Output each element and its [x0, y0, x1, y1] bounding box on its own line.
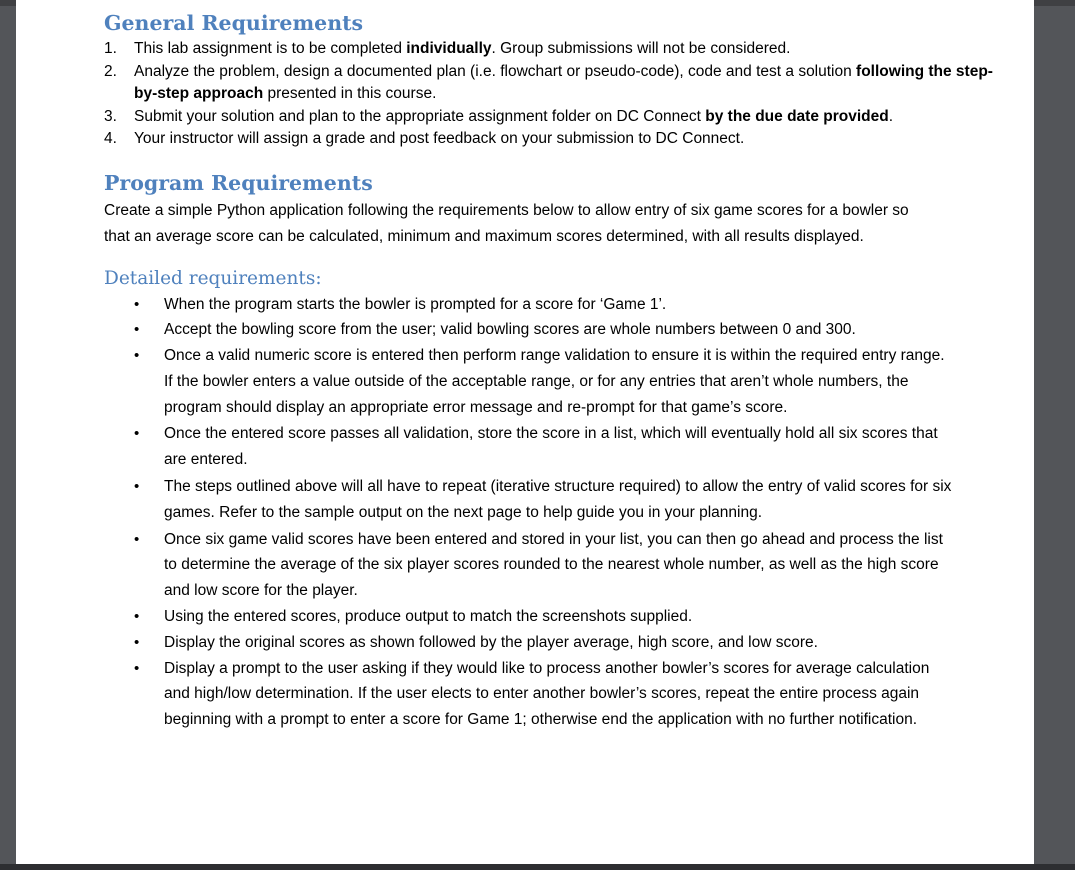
item-emphasis: by the due date provided [705, 107, 889, 125]
list-item [104, 128, 1004, 151]
general-requirements-list [104, 38, 1004, 151]
spacer [104, 151, 1004, 168]
item-text: Once the entered score passes all validation, store the score in a list, which will eventually hold all six scores that are entered. [164, 425, 938, 469]
list-item [104, 421, 954, 473]
item-text: When the program starts the bowler is prompted for a score for ‘Game 1’. [164, 295, 667, 313]
item-text: This lab assignment is to be completed [134, 40, 407, 57]
item-text: Once six game valid scores have been entered and stored in your list, you can then go ahead and process the list to determine the average of the six player scores rounded to the nearest whole number, as well as the high score and low score for the player. [164, 530, 943, 600]
bullet-icon: • [134, 478, 140, 496]
item-text: . Group submissions will not be considered. [491, 40, 791, 57]
bullet-icon: • [134, 295, 140, 313]
item-number: 2. [104, 62, 117, 80]
list-item [104, 527, 954, 604]
list-item [104, 474, 954, 526]
item-text: . [888, 107, 894, 125]
list-item [104, 61, 1004, 106]
list-item [104, 343, 954, 420]
item-text: Accept the bowling score from the user; valid bowling scores are whole numbers between 0 and 300. [164, 321, 856, 339]
item-number: 1. [104, 40, 117, 57]
item-text: Display the original scores as shown followed by the player average, high score, and low score. [164, 633, 818, 651]
bullet-icon: • [134, 659, 140, 677]
item-text: Once a valid numeric score is entered then perform range validation to ensure it is within the required entry range. If the bowler enters a value outside of the acceptable range, or for any entries that aren’t whole numbers, the program should display an appropriate error message and re-prompt for that game’s score. [164, 347, 945, 416]
list-item [104, 106, 904, 129]
item-text: Your instructor will assign a grade and post feedback on your submission to DC Connect. [134, 130, 745, 147]
general-requirements-heading: General Requirements [104, 11, 364, 35]
item-number: 3. [104, 107, 117, 125]
item-text: Using the entered scores, produce output to match the screenshots supplied. [164, 608, 693, 626]
item-emphasis: individually [406, 40, 492, 57]
document-page [16, 0, 1034, 866]
list-item [104, 317, 954, 343]
spacer [104, 250, 1004, 266]
list-item [104, 604, 954, 630]
bullet-icon: • [134, 321, 140, 339]
program-requirements-heading: Program Requirements [104, 170, 373, 195]
item-text: Analyze the problem, design a documented plan (i.e. flowchart or pseudo-code), code and test a solution [134, 62, 857, 80]
list-item [104, 656, 954, 733]
list-item [104, 38, 1004, 61]
item-text: The steps outlined above will all have to repeat (iterative structure required) to allow the entry of valid scores for six games. Refer to the sample output on the next page to help guide you in your planning. [164, 478, 952, 521]
item-text: Display a prompt to the user asking if they would like to process another bowler’s scores for average calculation and high/low determination. If the user elects to enter another bowler’s scores, repeat the entire process again beginning with a prompt to enter a score for Game 1; otherwise end the application with no further notification. [164, 659, 930, 729]
item-text: presented in this course. [263, 85, 437, 102]
detailed-requirements-list [104, 292, 1004, 734]
bullet-icon: • [134, 608, 140, 626]
detailed-requirements-heading: Detailed requirements: [104, 267, 322, 289]
page-content [104, 8, 1004, 733]
viewer-bottom-edge [0, 864, 1075, 870]
bullet-icon: • [134, 530, 140, 548]
bullet-icon: • [134, 425, 140, 443]
program-intro-paragraph: Create a simple Python application following the requirements below to allow entry of six game scores for a bowler so that an average score can be calculated, minimum and maximum scores determined, with all results displayed. [104, 201, 909, 245]
item-emphasis: following the step-by-step approach [134, 62, 993, 102]
list-item [104, 630, 954, 656]
list-item [104, 292, 954, 318]
bullet-icon: • [134, 347, 140, 365]
item-text: Submit your solution and plan to the appropriate assignment folder on DC Connect [134, 107, 706, 125]
item-number: 4. [104, 130, 117, 147]
bullet-icon: • [134, 633, 140, 651]
